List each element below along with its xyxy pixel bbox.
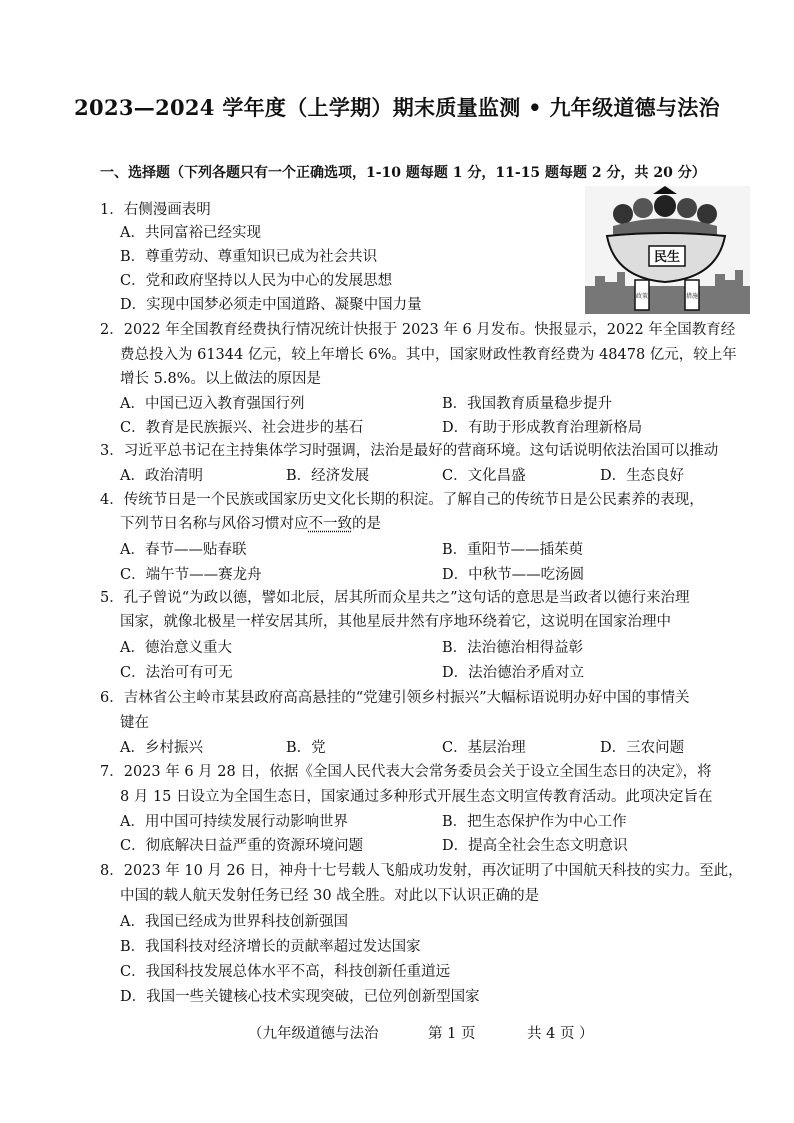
q6-stem-line-1: 6．吉林省公主岭市某县政府高高悬挂的“党建引领乡村振兴”大幅标语说明办好中国的事情关 <box>100 690 690 706</box>
q8-option-c: C．我国科技发展总体水平不高，科技创新任重道远 <box>120 964 451 980</box>
q3-option-d: D．生态良好 <box>600 468 685 484</box>
q7-option-c: C．彻底解决日益严重的资源环境问题 <box>120 838 364 854</box>
cartoon-illustration <box>585 186 750 314</box>
q2-stem-line-3: 增长 5.8%。以上做法的原因是 <box>120 371 321 387</box>
q4-option-c: C．端午节——赛龙舟 <box>120 567 262 583</box>
q6-option-c: C．基层治理 <box>442 740 526 756</box>
q7-option-d: D．提高全社会生态文明意识 <box>442 838 628 854</box>
q4-emphasis: 不一致 <box>308 516 352 532</box>
q2-option-a: A．中国已迈入教育强国行列 <box>120 396 305 412</box>
q3-stem: 3．习近平总书记在主持集体学习时强调，法治是最好的营商环境。这句话说明依法治国可以推动 <box>100 443 719 459</box>
q4-stem-post: 的是 <box>352 516 381 532</box>
q5-stem-line-1: 5．孔子曾说“为政以德，譬如北辰，居其所而众星共之”这句话的意思是当政者以德行来治理 <box>100 590 690 606</box>
cartoon-pillar-right-text: 措施 <box>685 293 699 300</box>
q2-stem-line-1: 2．2022 年全国教育经费执行情况统计快报于 2023 年 6 月发布。快报显示，2022 年全国教育经 <box>100 322 736 338</box>
q8-option-d: D．我国一些关键核心技术实现突破，已位列创新型国家 <box>120 989 480 1005</box>
footer-page-number: 第 1 页 <box>428 1026 476 1042</box>
q7-stem-line-2: 8 月 15 日设立为全国生态日，国家通过多种形式开展生态文明宣传教育活动。此项决定旨在 <box>120 789 713 805</box>
q3-option-c: C．文化昌盛 <box>442 468 526 484</box>
q7-option-b: B．把生态保护作为中心工作 <box>442 814 627 830</box>
exam-title: 2023—2024 学年度（上学期）期末质量监测 • 九年级道德与法治 <box>74 95 720 120</box>
q6-option-a: A．乡村振兴 <box>120 740 203 756</box>
q5-stem-line-2: 国家，就像北极星一样安居其所，其他星辰井然有序地环绕着它，这说明在国家治理中 <box>120 614 671 630</box>
q5-option-a: A．德治意义重大 <box>120 640 232 656</box>
q4-option-a: A．春节——贴春联 <box>120 542 247 558</box>
q5-option-c: C．法治可有可无 <box>120 665 233 681</box>
q6-stem-line-2: 键在 <box>120 715 149 731</box>
q1-option-c: C．党和政府坚持以人民为中心的发展思想 <box>120 273 393 289</box>
q8-stem-line-2: 中国的载人航天发射任务已经 30 战全胜。对此以下认识正确的是 <box>120 888 540 904</box>
q4-stem-line-2 <box>120 514 381 534</box>
q4-option-d: D．中秋节——吃汤圆 <box>442 567 585 583</box>
q4-stem-pre: 下列节日名称与风俗习惯对应 <box>120 516 309 532</box>
q4-option-b: B．重阳节——插茱萸 <box>442 542 584 558</box>
q2-stem-line-2: 费总投入为 61344 亿元，较上年增长 6%。其中，国家财政性教育经费为 48478 亿元，较上年 <box>120 347 737 363</box>
footer-subject: （九年级道德与法治 <box>248 1026 379 1042</box>
q6-option-b: B．党 <box>286 740 326 756</box>
q7-option-a: A．用中国可持续发展行动影响世界 <box>120 814 348 830</box>
q3-option-a: A．政治清明 <box>120 468 203 484</box>
q1-option-a: A．共同富裕已经实现 <box>120 225 261 241</box>
q1-stem: 1．右侧漫画表明 <box>100 202 211 218</box>
q5-option-d: D．法治德治矛盾对立 <box>442 665 585 681</box>
q5-option-b: B．法治德治相得益彰 <box>442 640 584 656</box>
q2-option-d: D．有助于形成教育治理新格局 <box>442 420 643 436</box>
q8-option-b: B．我国科技对经济增长的贡献率超过发达国家 <box>120 939 421 955</box>
q7-stem-line-1: 7．2023 年 6 月 28 日，依据《全国人民代表大会常务委员会关于设立全国生态日的决定》，将 <box>100 764 712 780</box>
q4-stem-line-1: 4．传统节日是一个民族或国家历史文化长期的积淀。了解自己的传统节日是公民素养的表现， <box>100 492 704 508</box>
q2-option-b: B．我国教育质量稳步提升 <box>442 396 613 412</box>
cartoon-banner-text: 民生 <box>653 250 681 265</box>
q8-option-a: A．我国已经成为世界科技创新强国 <box>120 914 348 930</box>
footer-total-pages: 共 4 页 ） <box>527 1026 594 1042</box>
q3-option-b: B．经济发展 <box>286 468 370 484</box>
q1-option-d: D．实现中国梦必须走中国道路、凝聚中国力量 <box>120 297 422 313</box>
cartoon-pillar-left-text: 政策 <box>635 293 649 300</box>
q8-stem-line-1: 8．2023 年 10 月 26 日，神舟十七号载人飞船成功发射，再次证明了中国航天科技的实力。至此， <box>100 863 743 879</box>
section-heading: 一、选择题（下列各题只有一个正确选项，1-10 题每题 1 分，11-15 题每题 2 分，共 20 分） <box>100 165 706 181</box>
q1-option-b: B．尊重劳动、尊重知识已成为社会共识 <box>120 249 378 265</box>
q2-option-c: C．教育是民族振兴、社会进步的基石 <box>120 420 364 436</box>
q6-option-d: D．三农问题 <box>600 740 685 756</box>
